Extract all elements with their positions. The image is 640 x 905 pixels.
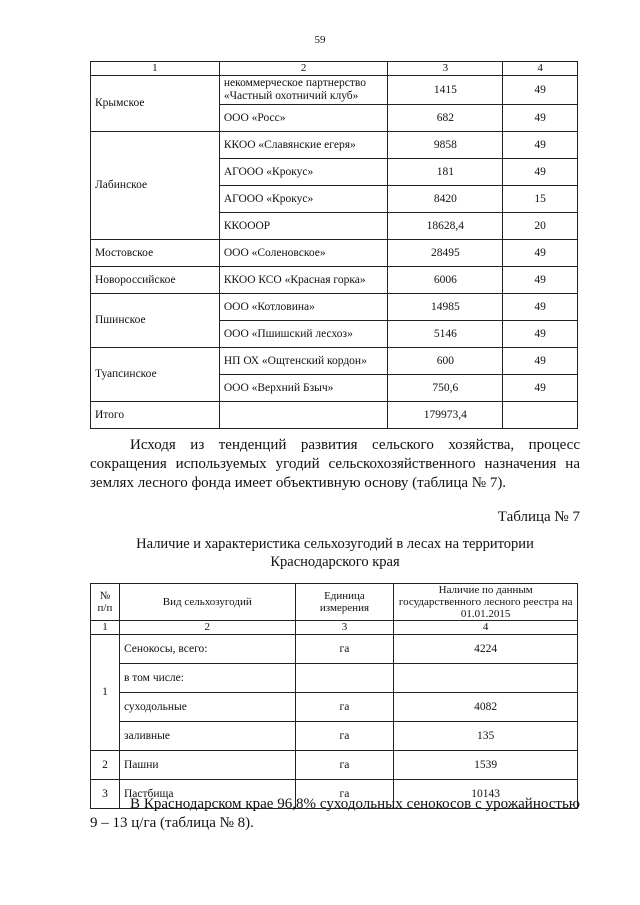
percent-cell: 49 [503, 294, 578, 321]
area-cell: 5146 [388, 321, 503, 348]
kind-cell: Пастбища [119, 780, 295, 809]
column-number: 2 [119, 621, 295, 635]
row-number: 2 [91, 751, 120, 780]
kind-cell: Сенокосы, всего: [119, 635, 295, 664]
percent-cell: 20 [503, 213, 578, 240]
table-header-row [91, 62, 578, 76]
unit-cell [295, 664, 394, 693]
table-7-title: Наличие и характеристика сельхозугодий в лесах на территории Краснодарского края [136, 536, 534, 570]
header-cell: Единица измерения [295, 584, 394, 621]
paragraph-trend: Исходя из тенденций развития сельского хозяйства, процесс сокращения используемых угодий сельскохозяйственного назначения на землях лесного фонда имеет объективную основу (таблица № 7). [90, 437, 580, 491]
table-row [91, 693, 578, 722]
table-row [91, 76, 578, 105]
organization-cell: ККОО «Славянские егеря» [219, 132, 388, 159]
organization-cell: некоммерческое партнерство «Частный охотничий клуб» [219, 76, 388, 105]
percent-cell: 49 [503, 240, 578, 267]
kind-cell: Пашни [119, 751, 295, 780]
unit-cell: га [295, 693, 394, 722]
column-number: 1 [91, 621, 120, 635]
header-cell: 2 [219, 62, 388, 76]
percent-cell: 49 [503, 267, 578, 294]
value-cell: 135 [394, 722, 578, 751]
region-cell: Крымское [91, 76, 220, 132]
table-row [91, 751, 578, 780]
organization-cell: ООО «Пшишский лесхоз» [219, 321, 388, 348]
table-row [91, 664, 578, 693]
organization-cell: АГООО «Крокус» [219, 186, 388, 213]
region-cell: Мостовское [91, 240, 220, 267]
region-cell: Новороссийское [91, 267, 220, 294]
header-cell: Вид сельхозугодий [119, 584, 295, 621]
table-7-label: Таблица № 7 [497, 509, 580, 525]
header-cell: № п/п [91, 584, 120, 621]
row-number: 1 [91, 635, 120, 751]
area-cell: 1415 [388, 76, 503, 105]
column-number-row [91, 621, 578, 635]
header-cell: 4 [503, 62, 578, 76]
kind-cell: в том числе: [119, 664, 295, 693]
table-row [91, 348, 578, 375]
area-cell: 18628,4 [388, 213, 503, 240]
organization-cell: ООО «Котловина» [219, 294, 388, 321]
percent-cell: 49 [503, 321, 578, 348]
organization-cell: АГООО «Крокус» [219, 159, 388, 186]
empty-cell [503, 402, 578, 429]
unit-cell: га [295, 635, 394, 664]
column-number: 4 [394, 621, 578, 635]
area-cell: 181 [388, 159, 503, 186]
row-number: 3 [91, 780, 120, 809]
area-cell: 600 [388, 348, 503, 375]
value-cell [394, 664, 578, 693]
unit-cell: га [295, 780, 394, 809]
organization-cell: ККОО КСО «Красная горка» [219, 267, 388, 294]
header-cell: 1 [91, 62, 220, 76]
column-number: 3 [295, 621, 394, 635]
table-header-row [91, 584, 578, 621]
total-row [91, 402, 578, 429]
header-cell: Наличие по данным государственного лесного реестра на 01.01.2015 [394, 584, 578, 621]
total-label: Итого [91, 402, 220, 429]
table-row [91, 267, 578, 294]
header-cell: 3 [388, 62, 503, 76]
table-row [91, 132, 578, 159]
unit-cell: га [295, 722, 394, 751]
kind-cell: суходольные [119, 693, 295, 722]
area-cell: 6006 [388, 267, 503, 294]
page-number: 59 [314, 34, 326, 46]
organization-cell: ООО «Росс» [219, 105, 388, 132]
percent-cell: 49 [503, 76, 578, 105]
empty-cell [219, 402, 388, 429]
percent-cell: 49 [503, 132, 578, 159]
value-cell: 10143 [394, 780, 578, 809]
percent-cell: 49 [503, 105, 578, 132]
table-row [91, 635, 578, 664]
organization-cell: ООО «Верхний Бзыч» [219, 375, 388, 402]
organization-cell: ККОООР [219, 213, 388, 240]
value-cell: 4224 [394, 635, 578, 664]
area-cell: 14985 [388, 294, 503, 321]
area-cell: 9858 [388, 132, 503, 159]
percent-cell: 15 [503, 186, 578, 213]
kind-cell: заливные [119, 722, 295, 751]
area-cell: 28495 [388, 240, 503, 267]
value-cell: 1539 [394, 751, 578, 780]
paragraph-hayfields: В Краснодарском крае 96,8% суходольных сенокосов с урожайностью 9 – 13 ц/га (таблица № 8). [90, 796, 580, 831]
total-value: 179973,4 [388, 402, 503, 429]
region-cell: Туапсинское [91, 348, 220, 402]
percent-cell: 49 [503, 375, 578, 402]
percent-cell: 49 [503, 159, 578, 186]
percent-cell: 49 [503, 348, 578, 375]
farmland-table [90, 583, 578, 809]
table-row [91, 240, 578, 267]
table-row [91, 722, 578, 751]
unit-cell: га [295, 751, 394, 780]
value-cell: 4082 [394, 693, 578, 722]
region-cell: Лабинское [91, 132, 220, 240]
organization-cell: ООО «Соленовское» [219, 240, 388, 267]
organization-cell: НП ОХ «Ощтенский кордон» [219, 348, 388, 375]
region-cell: Пшинское [91, 294, 220, 348]
area-cell: 750,6 [388, 375, 503, 402]
table-row [91, 294, 578, 321]
area-cell: 8420 [388, 186, 503, 213]
hunting-grounds-table [90, 61, 578, 429]
area-cell: 682 [388, 105, 503, 132]
